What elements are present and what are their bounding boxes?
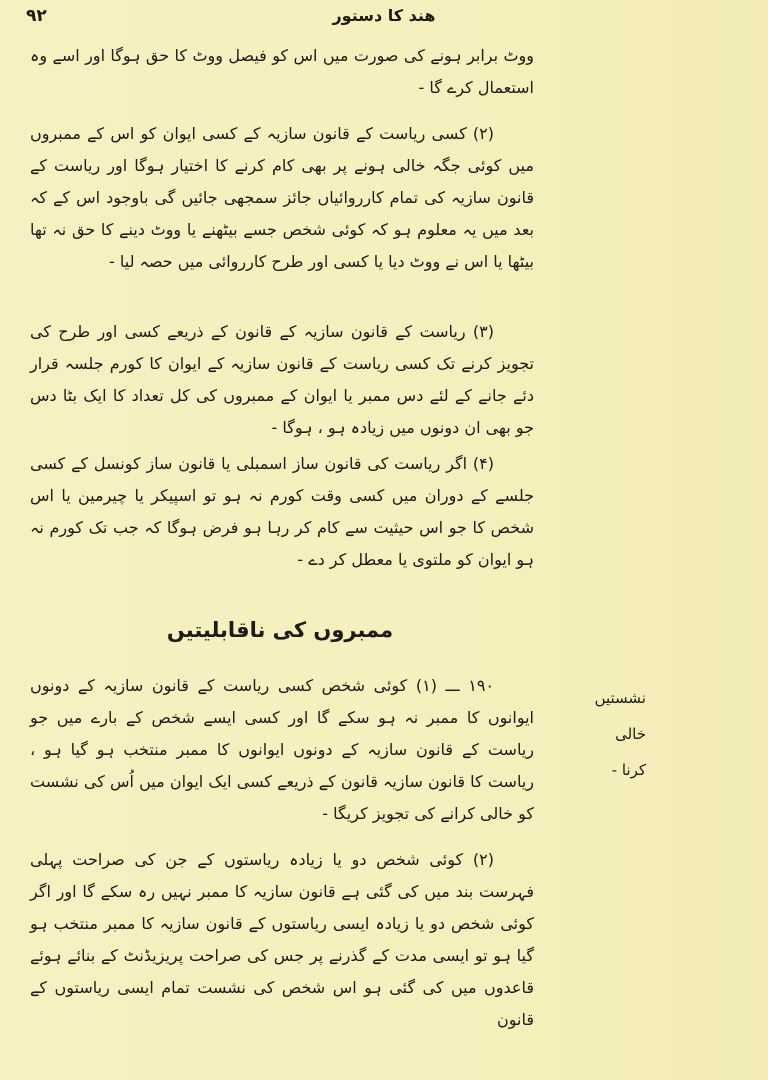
article-190-clause-2-paragraph: (۲) کوئی شخص دو یا زیادہ ریاستوں کے جن کی صراحت پہلی فہرست بند میں کی گئی ہے قانون سازیہ کا ممبر نہیں رہ سکے گا اور اگر کوئی شخص دو یا زیادہ ایسی ریاستوں کے قانون سازیہ کا ممبر منتخب ہو گیا ہو تو ایسی مدت کے گذرنے پر جس کی صراحت پریزیڈنٹ کے بنائے ہوئے قاعدوں میں کی گئی ہو اس شخص کی نشست تمام ایسی ریاستوں کے قانون xyxy=(30,850,534,1029)
page-number: ۹۲ xyxy=(26,6,47,26)
body-block-5 xyxy=(30,670,534,830)
paragraph-continuation: ووٹ برابر ہونے کی صورت میں اس کو فیصل ووٹ کا حق ہوگا اور اسے وہ استعمال کرے گا - xyxy=(30,46,534,97)
clause-4-paragraph: (۴) اگر ریاست کی قانون ساز اسمبلی یا قانون ساز کونسل کے کسی جلسے کے دوران میں کسی وقت کورم نہ ہو تو اسپیکر یا چیرمین یا اس شخص کا جو اس حیثیت سے کام کر رہا ہو فرض ہوگا کہ جب تک کورم نہ ہو ایوان کو ملتوی یا معطل کر دے - xyxy=(30,454,534,569)
body-block-3 xyxy=(30,316,534,444)
article-190-paragraph: ۱۹۰ ـــ (۱) کوئی شخص کسی ریاست کے قانون سازیہ کے دونوں ایوانوں کا ممبر نہ ہو سکے گا اور کسی ایسے شخص کے بارے میں جو ریاست کے قانون سازیہ کے دونوں ایوانوں کا ممبر منتخب ہو گیا ہو ، ریاست کا قانون سازیہ قانون کے ذریعے کسی ایک ایوان میں اُس کی نشست کو خالی کرانے کی تجویز کریگا - xyxy=(30,676,534,823)
margin-note-line-2: کرنا - xyxy=(611,761,646,779)
margin-note xyxy=(566,680,646,788)
body-block-2 xyxy=(30,118,534,278)
running-title: ھند کا دستور xyxy=(332,6,436,25)
body-block-4 xyxy=(30,448,534,576)
clause-3-paragraph: (۳) ریاست کے قانون سازیہ کے قانون کے ذریعے کسی اور طرح کی تجویز کرنے تک کسی ریاست کے قانون سازیہ کے ایوان کا کورم جلسہ قرار دئے جانے کے لئے دس ممبر یا ایوان کے ممبروں کی کل تعداد کا ایک بٹا دس جو بھی ان دونوں میں زیادہ ہو ، ہوگا - xyxy=(30,322,534,437)
clause-2-paragraph: (۲) کسی ریاست کے قانون سازیہ کے کسی ایوان کو اس کے ممبروں میں کوئی جگہ خالی ہونے پر بھی کام کرنے کا اختیار ہوگا اور ریاست کے قانون سازیہ کی تمام کارروائیاں جائز سمجھی جائیں گی باوجود اس کے کہ بعد میں یہ معلوم ہو کہ کوئی شخص جسے بیٹھنے یا ووٹ دینے کا حق نہ تھا بیٹھا یا اس نے ووٹ دیا یا کسی اور طرح کارروائی میں حصہ لیا - xyxy=(30,124,534,271)
margin-note-line-1: نشستیں خالی xyxy=(594,689,646,743)
body-block-6 xyxy=(30,844,534,1036)
section-heading: ممبروں کی ناقابلیتیں xyxy=(166,618,394,642)
body-block-1 xyxy=(30,40,534,104)
